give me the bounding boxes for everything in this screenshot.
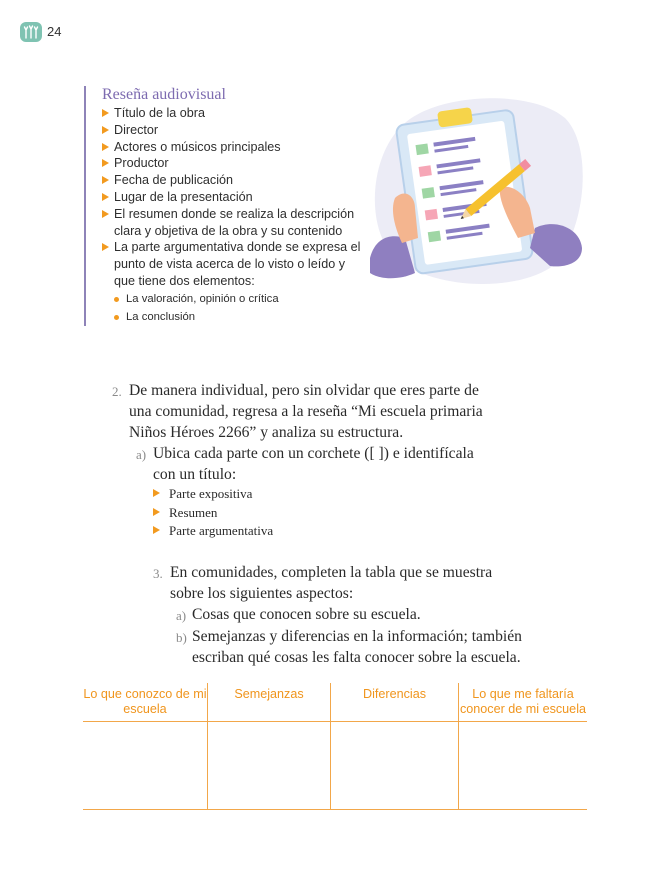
subquestion-label: a) [176, 608, 187, 623]
comparison-table [83, 683, 587, 810]
list-item: Resumen [153, 504, 273, 523]
subquestion-text: Cosas que conocen sobre su escuela. [192, 606, 421, 623]
question-number: 2. [112, 384, 122, 399]
list-item: Productor [102, 155, 362, 172]
question-2 [112, 380, 489, 443]
list-item: Parte argumentativa [153, 522, 273, 541]
question-text: En comunidades, completen la tabla que se muestra sobre los siguientes aspectos: [170, 564, 493, 602]
subquestion-label: a) [136, 447, 147, 462]
parts-list [153, 485, 273, 541]
list-item: Lugar de la presentación [102, 189, 362, 206]
question-text: De manera individual, pero sin olvidar que eres parte de una comunidad, regresa a la reseña “Mi escuela primaria Niños Héroes 2266” y analiza su estructura. [129, 382, 483, 441]
question-3a [176, 604, 572, 625]
question-2a [136, 443, 483, 485]
sub-list-item: La valoración, opinión o crítica [102, 290, 362, 308]
question-3b [176, 626, 572, 668]
table-header-cell: Lo que conozco de mi escuela [83, 687, 207, 716]
resena-list [102, 105, 362, 326]
list-item: La parte argumentativa donde se expresa el punto de vista acerca de lo visto o leído y que tiene dos elementos: [102, 239, 362, 289]
question-3 [153, 562, 500, 604]
subquestion-label: b) [176, 630, 187, 645]
subquestion-text: Ubica cada parte con un corchete ([ ]) e identifícala con un título: [153, 445, 474, 483]
list-item: Título de la obra [102, 105, 362, 122]
resena-title: Reseña audiovisual [102, 86, 226, 103]
checklist-clipboard-illustration [360, 88, 590, 288]
resena-box [84, 86, 362, 326]
hands-up-icon [23, 24, 39, 40]
table-cell[interactable] [459, 722, 587, 809]
page-number: 24 [47, 24, 62, 39]
list-item: Fecha de publicación [102, 172, 362, 189]
table-header-cell: Semejanzas [234, 687, 304, 701]
list-item: Parte expositiva [153, 485, 273, 504]
question-number: 3. [153, 566, 163, 581]
sub-list-item: La conclusión [102, 308, 362, 326]
clipboard [394, 101, 533, 274]
list-item: El resumen donde se realiza la descripción clara y objetiva de la obra y su contenido [102, 206, 362, 240]
list-item: Director [102, 122, 362, 139]
subquestion-text: Semejanzas y diferencias en la información; también escriban qué cosas les falta conocer sobre la escuela. [192, 628, 522, 666]
table-header-cell: Lo que me faltaría conocer de mi escuela [459, 687, 586, 716]
list-item: Actores o músicos principales [102, 139, 362, 156]
table-cell[interactable] [83, 722, 207, 809]
table-header-cell: Diferencias [363, 687, 426, 701]
table-cell[interactable] [208, 722, 330, 809]
table-cell[interactable] [331, 722, 458, 809]
page-badge [20, 22, 42, 42]
